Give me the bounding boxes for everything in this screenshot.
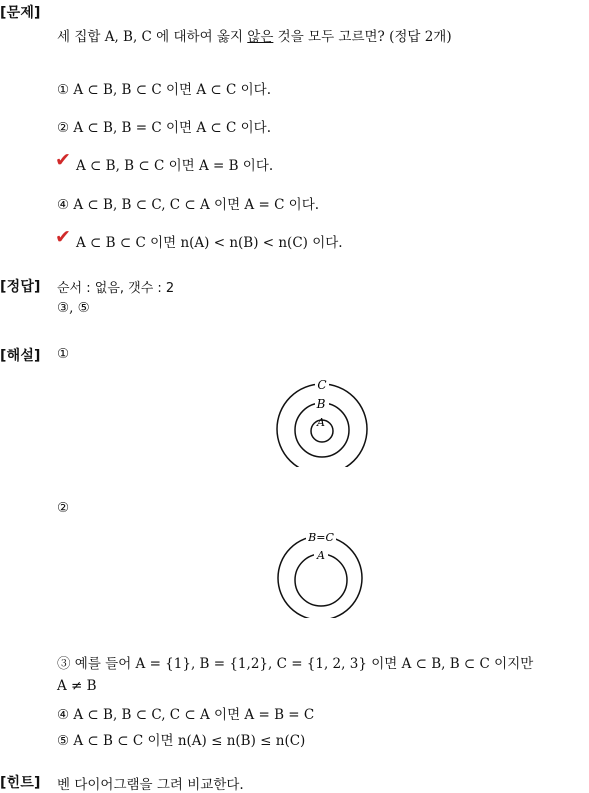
label-b-equals-c: B=C bbox=[308, 531, 334, 544]
venn-diagram-1 bbox=[270, 375, 375, 467]
option-1: ① A ⊂ B, B ⊂ C 이면 A ⊂ C 이다. bbox=[57, 82, 271, 98]
answer-meta: 순서 : 없음, 갯수 : 2 bbox=[57, 281, 175, 296]
label-b: B bbox=[316, 397, 326, 411]
explanation-item-1-marker: ① bbox=[57, 346, 70, 362]
explanation-item-3-cont: A ≠ B bbox=[57, 678, 97, 694]
explanation-item-3: ③ 예를 들어 A = {1}, B = {1,2}, C = {1, 2, 3} 이면 A ⊂ B, B ⊂ C 이지만 bbox=[57, 656, 534, 672]
option-3: A ⊂ B, B ⊂ C 이면 A = B 이다. bbox=[76, 158, 274, 174]
question-underline: 않은 bbox=[247, 29, 274, 45]
hint-text: 벤 다이어그램을 그려 비교한다. bbox=[57, 777, 244, 793]
explanation-item-2-marker: ② bbox=[57, 500, 70, 516]
hint-label: [힌트] bbox=[0, 775, 41, 791]
explanation-label: [해설] bbox=[0, 348, 41, 364]
option-2: ② A ⊂ B, B = C 이면 A ⊂ C 이다. bbox=[57, 120, 271, 136]
venn-diagram-2 bbox=[270, 528, 375, 618]
answer-value: ③, ⑤ bbox=[57, 300, 90, 316]
option-5: A ⊂ B ⊂ C 이면 n(A) < n(B) < n(C) 이다. bbox=[76, 235, 343, 251]
question-post: 것을 모두 고르면? (정답 2개) bbox=[273, 29, 452, 45]
set-b-circle bbox=[295, 403, 349, 457]
question-text bbox=[57, 25, 452, 45]
option-4: ④ A ⊂ B, B ⊂ C, C ⊂ A 이면 A = C 이다. bbox=[57, 197, 320, 213]
label-a: A bbox=[317, 416, 325, 429]
check-mark-icon: ✔ bbox=[55, 149, 71, 171]
explanation-item-4: ④ A ⊂ B, B ⊂ C, C ⊂ A 이면 A = B = C bbox=[57, 707, 315, 723]
explanation-item-5: ⑤ A ⊂ B ⊂ C 이면 n(A) ≤ n(B) ≤ n(C) bbox=[57, 733, 306, 749]
answer-label: [정답] bbox=[0, 279, 41, 295]
check-mark-icon: ✔ bbox=[55, 226, 71, 248]
label-c: C bbox=[317, 378, 327, 392]
question-pre: 세 집합 A, B, C 에 대하여 옳지 bbox=[57, 29, 248, 45]
problem-label: [문제] bbox=[0, 5, 41, 21]
label-a: A bbox=[317, 549, 325, 562]
